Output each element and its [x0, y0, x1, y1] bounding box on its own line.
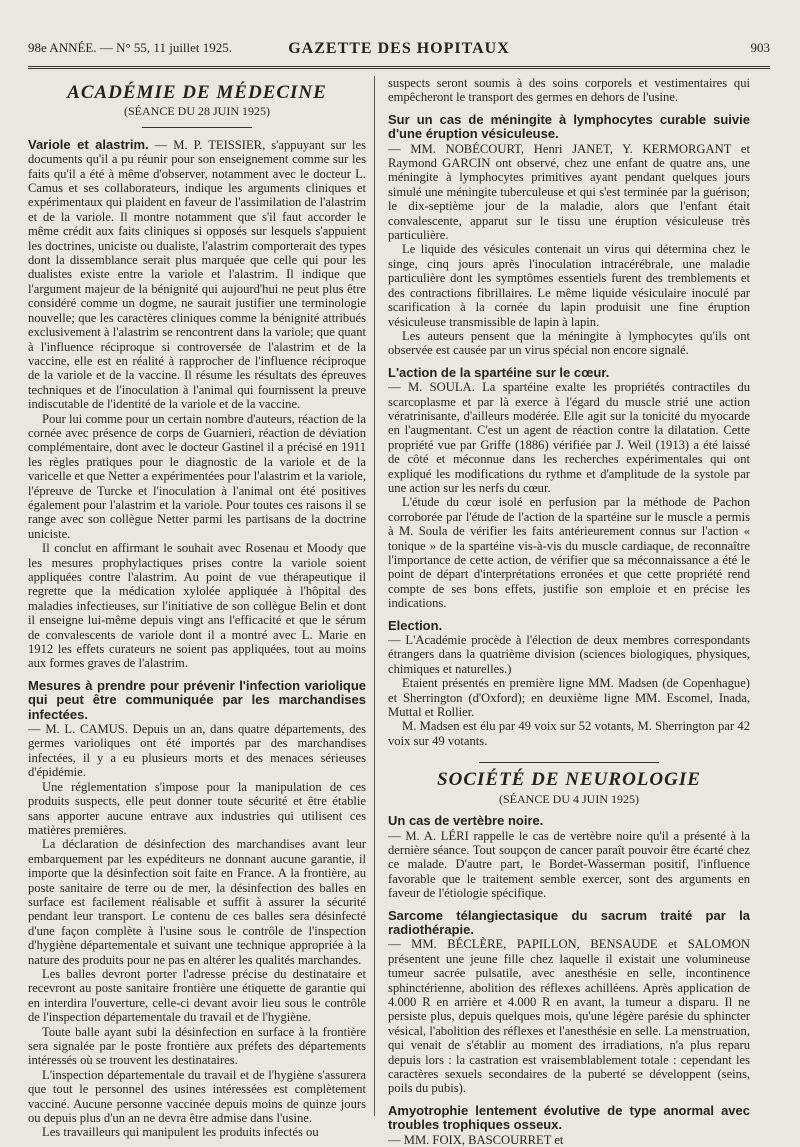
- column-divider: [374, 76, 375, 1116]
- page-number: 903: [750, 40, 770, 55]
- article-heading: Sur un cas de méningite à lymphocytes curable suivie d'une éruption vésiculeuse.: [388, 111, 750, 142]
- article-paragraph: — M. SOULA. La spartéine exalte les propriétés contractiles du scarcoplasme et par là exerce à l'égard du muscle strié une action vératrinisante, d'ailleurs modérée. Elle agit sur la tonicité du myocarde en l'augmentant. C'est un agent de réaction contre la dilatation. Cette propriété vue par Griffe (1886) vérifiée par J. Weil (1913) a été laissé de côté et méconnue dans les recherches expérimentales qui ont expliqué les modifications du rythme et d'amplitude de la systole par une action sur les nerfs du cœur.: [388, 380, 750, 495]
- header-rule: [28, 66, 770, 69]
- section-title-academie: ACADÉMIE DE MÉDECINE: [67, 82, 327, 103]
- separator: [479, 762, 659, 763]
- right-column: [388, 76, 750, 1147]
- article-paragraph: La déclaration de désinfection des marchandises avant leur embarquement par les expéditeurs ne donnant aucune garantie, il importe que la désinfection soit faite en France. A la frontière, au poste sanitaire de terre ou de mer, la désinfection des balles en surface est facilement réalisable et suffit à assurer la sécurité pendant leur transport. Le contenu de ces balles sera désinfecté d'une façon complète à l'usine sous le contrôle de l'inspection d'hygiène départementale et suivant une technique appropriée à la nature des produits pour ne pas en altérer les qualités marchandes.: [28, 837, 366, 967]
- issue-line: 98e ANNÉE. — N° 55, 11 juillet 1925.: [28, 40, 233, 55]
- article-heading: Un cas de vertèbre noire.: [388, 813, 544, 829]
- section-session-academie: (SÉANCE DU 28 JUIN 1925): [124, 104, 270, 119]
- article-paragraph: — MM. NOBÉCOURT, Henri JANET, Y. KERMORGANT et Raymond GARCIN ont observé, chez une enfant de quatre ans, une méningite à lymphocytes primitives ayant pendant quelques jours simulé une méningite tuberculeuse et qui s'est terminée par la guérison; le dix-septième jour de la maladie, alors que l'enfant était convalescente, apparut sur le tissu une éruption vésiculeuse très particulière.: [388, 141, 750, 243]
- article-heading: Mesures à prendre pour prévenir l'infection variolique qui peut être communiquée par les marchandises infectées.: [28, 677, 366, 722]
- article-paragraph: M. Madsen est élu par 49 voix sur 52 votants, M. Sherrington par 42 voix sur 49 votants.: [388, 719, 750, 748]
- separator: [142, 127, 252, 128]
- article-paragraph: Une réglementation s'impose pour la manipulation de ces produits suspects, elle peut donner toute sécurité et être établie sans apporter aucune entrave aux industries qui utilisent ces matières premières.: [28, 779, 366, 837]
- article-paragraph: — L'Académie procède à l'élection de deux membres correspondants étrangers dans la quatrième division (sciences biologiques, physiques, chimiques et naturelles.): [388, 633, 750, 676]
- article-paragraph: Les auteurs pensent que la méningite à lymphocytes qu'ils ont observée est causée par un virus spécial non encore signalé.: [388, 328, 750, 358]
- article-paragraph: Les balles devront porter l'adresse précise du destinataire et recevront au poste sanitaire frontière une étiquette de garantie qui en interdira l'ouverture, celle-ci devant avoir lieu sous le contrôle de l'inspection départementale du travail et de l'hygiène.: [28, 966, 366, 1025]
- article-paragraph: — M. A. LÉRI rappelle le cas de vertèbre noire qu'il a présenté à la dernière séance. Tout soupçon de cancer paraît pouvoir être écarté chez ce malade. D'autre part, le Bordet-Wasserman positif, l'influence favorable que le traitement semble exercer, sont des arguments en faveur de l'étiologie spécifique.: [388, 828, 750, 901]
- article-text: — M. P. TEISSIER, s'appuyant sur les documents qu'il a pu réunir pour son enseignement comme sur les faits qu'il a été à même d'observer, notamment avec le docteur L. Camus et ses collaborateurs, indique les arguments cliniques et expérimentaux qui plaident en faveur de l'assimilation de l'alastrim et de la variole. Il montre notamment que s'il faut accorder le même crédit aux faits cliniques si opposés sur lesquels s'appuient les doctrines, uniciste ou dualiste, l'alastrim comporterait des types dont la dissemblance serait plus marquée que celle qui pour les dualistes existe entre la variole et l'alastrim. Il indique que l'argument majeur de la bénignité qui aujourd'hui ne peut plus être considéré comme un dogme, ne saurait justifier une terminologie nouvelle; que les caractères cliniques comme la bénignité attribués exclusivement à l'alastrim se rencontrent dans la variole; que quant à l'influence réciproque si controversée de l'alastrim et de la vaccine, elle est en réalité à rapprocher de l'influence réciproque de la variole et de la vaccine. Il résume les résultats des épreuves techniques et de l'inoculation à l'animal qui fournissent la preuve indiscutable de l'identité de la variole et de la vaccine.: [28, 137, 366, 412]
- article-heading: Election.: [388, 617, 443, 633]
- article-paragraph: Les travailleurs qui manipulent les produits infectés ou: [42, 1125, 319, 1140]
- section-title-neurologie: SOCIÉTÉ DE NEUROLOGIE: [437, 769, 701, 791]
- article-heading: Variole et alastrim.: [28, 136, 149, 152]
- article-paragraph: [28, 138, 366, 412]
- article-paragraph: L'étude du cœur isolé en perfusion par la méthode de Pachon corroborée par l'étude de l'action de la spartéine sur le muscle a permis à M. Soula de vérifier les faits antérieurement connus sur l'action « tonique » de la spartéine vis-à-vis du muscle cardiaque, de reconnaître l'importance de cette action, de vérifier que sa méconnaissance a été le point de départ d'interprétations erronées et que cette propriété rend compte de ses bons effets, justifie son emploie et en précise les indications.: [388, 495, 750, 611]
- article-paragraph: Toute balle ayant subi la désinfection en surface à la frontière sera signalée par le poste frontière aux préfets des départements intéressés où se trouvent les destinataires.: [28, 1024, 366, 1068]
- article-paragraph: — MM. BÉCLÈRE, PAPILLON, BENSAUDE et SALOMON présentent une jeune fille chez laquelle il existait une volumineuse tumeur sacrée pulsatile, avec anesthésie en selle, incontinence sphinctérienne, abolition des réflexes achilléens. Après application de 4.000 R en arrière et 4.000 R en avant, la tumeur a disparu. Il ne persiste plus, depuis quelques mois, qu'une légère parésie du sphincter vésical, l'abolition des réflexes et l'anesthésie en selle. La menstruation, qui venait de s'établir au moment des irradiations, n'a plus reparu depuis lors : la castration est vraisemblablement totale : cependant les caractères sexuels secondaires de la puberté se développent (seins, poils du pubis).: [388, 937, 750, 1096]
- article-paragraph: Etaient présentés en première ligne MM. Madsen (de Copenhague) et Sherrington (d'Oxford); en deuxième ligne MM. Escomel, Inada, Muttal et Rollier.: [388, 676, 750, 720]
- article-paragraph: — M. L. CAMUS. Depuis un an, dans quatre départements, des germes varioliques ont été importés par des marchandises infectées, il y a eu plusieurs morts et des menaces sérieuses d'épidémie.: [28, 722, 366, 780]
- journal-title: GAZETTE DES HOPITAUX: [288, 40, 510, 57]
- article-paragraph: — MM. FOIX, BASCOURRET et: [388, 1132, 564, 1147]
- section-session-neurologie: (SÉANCE DU 4 JUIN 1925): [499, 791, 639, 806]
- article-heading: Amyotrophie lentement évolutive de type anormal avec troubles trophiques osseux.: [388, 1102, 750, 1133]
- article-paragraph: Il conclut en affirmant le souhait avec Rosenau et Moody que les mesures prophylactiques prises contre la variole soient appliquées contre l'alastrim. Au point de vue thérapeutique il regrette que la médication xylolée appliquée à l'hôpital des maladies infectieuses, sur l'initiative de son collègue Belin et dont il enseigne lui-même depuis vingt ans l'efficacité et que le sérum de convalescents de variole dont il a montré avec L. Marie en 1912 les effets curateurs ne soient pas appliquées, tout au moins aux formes graves de l'alastrim.: [28, 541, 366, 671]
- article-paragraph: L'inspection départementale du travail et de l'hygiène s'assurera que tout le personnel des usines intéressées est complètement vacciné. Aucune personne vaccinée depuis moins de quinze jours ou depuis plus d'un an ne devra être admise dans l'usine.: [28, 1067, 366, 1126]
- left-column: [28, 76, 366, 1140]
- article-heading: Sarcome télangiectasique du sacrum traité par la radiothérapie.: [388, 907, 750, 937]
- article-paragraph: Le liquide des vésicules contenait un virus qui détermina chez le singe, cinq jours après l'inoculation intracérébrale, une maladie particulière dont les symptômes essentiels furent des tremblements et des contractions fibrillaires. Le même liquide vésiculaire inoculé par scarification à la cornée du lapin produisit une fine éruption vésiculeuse transmissible de lapin à lapin.: [388, 242, 750, 329]
- running-header: [28, 40, 770, 62]
- article-heading: L'action de la spartéine sur le cœur.: [388, 364, 610, 380]
- article-paragraph: Pour lui comme pour un certain nombre d'auteurs, réaction de la cornée avec présence de corps de Guarnieri, réaction de déviation complémentaire, dont avec le docteur Gastinel il a précisé en 1911 les règles pratiques pour le diagnostic de la variole et de la varicelle et que Netter a expérimentées pour l'alastrim et la variole, l'épreuve de Turcke et l'inoculation à l'animal ont été positives également pour l'alastrim et la variole. Pour toutes ces raisons il se range avec son collègue Netter parmi les partisans de la doctrine uniciste.: [28, 411, 366, 541]
- article-paragraph: suspects seront soumis à des soins corporels et vestimentaires qui empêcheront le transport des germes en dehors de l'usine.: [388, 76, 750, 105]
